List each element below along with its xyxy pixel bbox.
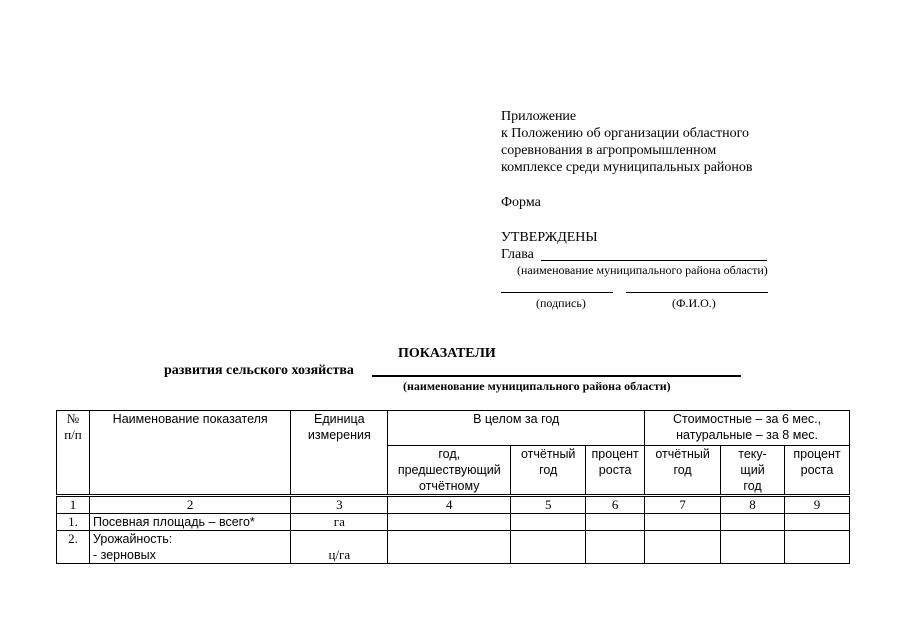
empty-cell [388, 514, 511, 531]
table-row [57, 514, 850, 531]
district-name-line [372, 375, 741, 377]
column-number: 4 [388, 496, 511, 514]
table-header-row-1 [57, 411, 850, 446]
appendix-title: Приложение [501, 109, 577, 124]
column-number: 2 [89, 496, 290, 514]
appendix-line-1: к Положению об организации областного [501, 126, 749, 141]
header-indicator-name: Наименование показателя [89, 411, 290, 496]
column-number: 7 [645, 496, 721, 514]
document-title: ПОКАЗАТЕЛИ [398, 346, 496, 361]
header-current-year: теку-щий год [721, 446, 785, 496]
empty-cell [645, 514, 721, 531]
name-line [626, 292, 768, 293]
appendix-line-2: соревнования в агропромышленном [501, 143, 717, 158]
header-number-text: № п/п [64, 411, 82, 442]
header-unit: Единица измерения [291, 411, 388, 496]
row-unit [291, 531, 388, 564]
row-indicator-title: Урожайность: [92, 532, 173, 546]
row-indicator-subitem: - зерновых [92, 548, 156, 562]
signature-caption: (подпись) [536, 296, 586, 310]
column-number: 8 [721, 496, 785, 514]
form-label: Форма [501, 195, 541, 210]
header-report-year-2: отчётный год [645, 446, 721, 496]
row-indicator-name [89, 531, 290, 564]
column-number: 1 [57, 496, 90, 514]
empty-cell [785, 531, 850, 564]
header-growth-percent: процент роста [586, 446, 645, 496]
empty-cell [721, 514, 785, 531]
indicators-table [56, 410, 850, 564]
column-number: 6 [586, 496, 645, 514]
header-report-year: отчётный год [511, 446, 586, 496]
head-label: Глава [501, 247, 534, 262]
empty-cell [511, 514, 586, 531]
municipality-caption: (наименование муниципального района области) [517, 263, 768, 277]
municipality-head-line [541, 260, 767, 261]
header-prev-year: год, предшествующий отчётному [388, 446, 511, 496]
row-number: 1. [57, 514, 90, 531]
column-number: 5 [511, 496, 586, 514]
row-indicator-name: Посевная площадь – всего* [89, 514, 290, 531]
empty-cell [586, 531, 645, 564]
row-unit-text: ц/га [328, 547, 351, 562]
empty-cell [388, 531, 511, 564]
header-number [57, 411, 90, 496]
empty-cell [785, 514, 850, 531]
approved-label: УТВЕРЖДЕНЫ [501, 230, 598, 245]
column-numbers-row [57, 496, 850, 514]
district-caption: (наименование муниципального района области) [403, 379, 671, 393]
appendix-line-3: комплексе среди муниципальных районов [501, 160, 753, 175]
name-caption: (Ф.И.О.) [672, 296, 716, 310]
empty-cell [511, 531, 586, 564]
header-year-total: В целом за год [388, 411, 645, 446]
empty-cell [721, 531, 785, 564]
empty-cell [645, 531, 721, 564]
row-number: 2. [57, 531, 90, 564]
column-number: 3 [291, 496, 388, 514]
header-cost-natural: Стоимостные – за 6 мес., натуральные – за 8 мес. [645, 411, 850, 446]
header-growth-percent-2: процент роста [785, 446, 850, 496]
column-number: 9 [785, 496, 850, 514]
empty-cell [586, 514, 645, 531]
signature-line [501, 292, 613, 293]
row-unit: га [291, 514, 388, 531]
document-subtitle: развития сельского хозяйства [164, 363, 354, 378]
table-row [57, 531, 850, 564]
